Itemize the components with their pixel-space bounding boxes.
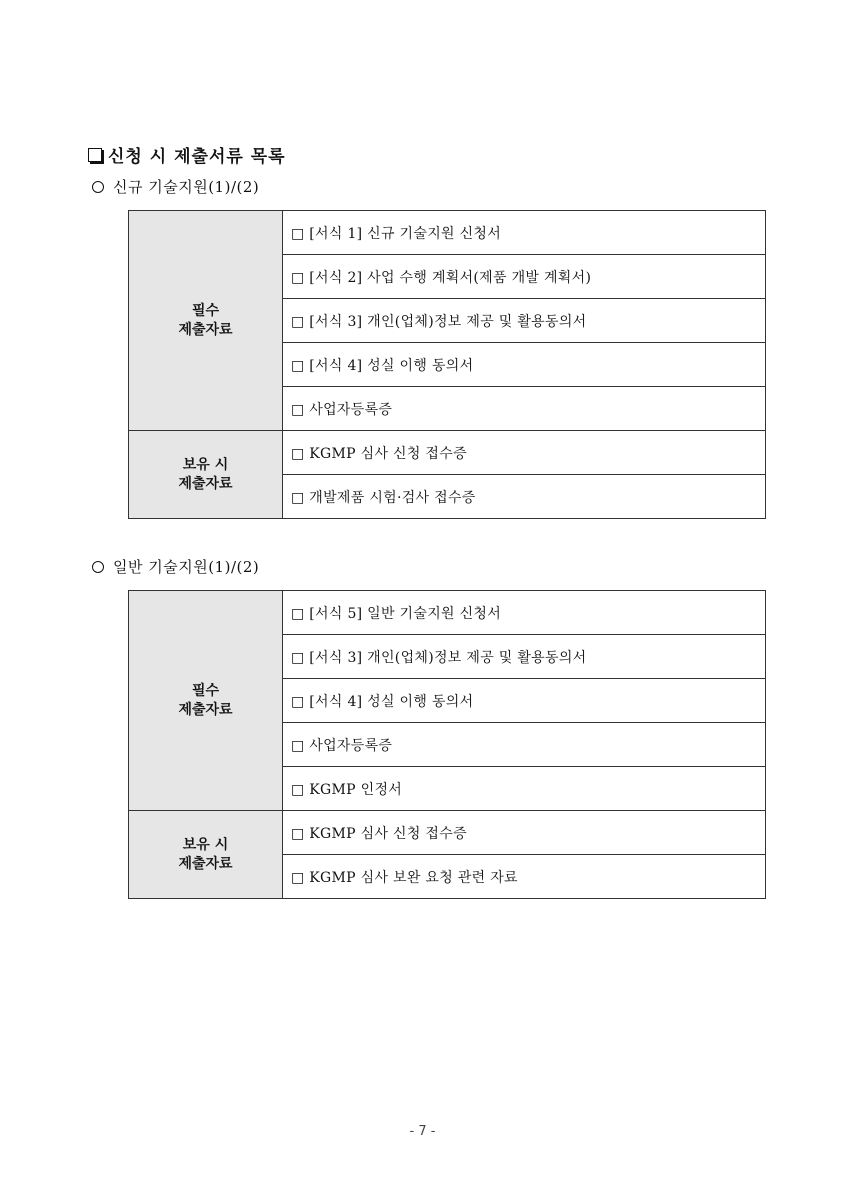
subsection-title-general-support xyxy=(92,556,259,577)
table-row xyxy=(129,431,766,475)
document-item: □ [서식 3] 개인(업체)정보 제공 및 활용동의서 xyxy=(283,299,766,343)
group-label-required xyxy=(129,211,283,431)
group-label-optional xyxy=(129,431,283,519)
document-item: □ [서식 2] 사업 수행 계획서(제품 개발 계획서) xyxy=(283,255,766,299)
document-item: □ 사업자등록증 xyxy=(283,387,766,431)
section-heading xyxy=(88,142,286,167)
heading-text: 신청 시 제출서류 목록 xyxy=(108,147,286,167)
document-item: □ [서식 5] 일반 기술지원 신청서 xyxy=(283,591,766,635)
document-item: □ KGMP 인정서 xyxy=(283,767,766,811)
group-label-line: 제출자료 xyxy=(178,701,233,718)
circle-bullet-icon xyxy=(92,181,104,193)
subsection-title-text: 일반 기술지원(1)/(2) xyxy=(113,558,260,576)
documents-table-new-support xyxy=(128,210,766,519)
group-label-line: 필수 xyxy=(191,682,220,699)
subsection-title-text: 신규 기술지원(1)/(2) xyxy=(113,178,260,196)
document-item: □ [서식 4] 성실 이행 동의서 xyxy=(283,343,766,387)
group-label-optional xyxy=(129,811,283,899)
group-label-line: 보유 시 xyxy=(182,456,229,473)
document-item: □ [서식 1] 신규 기술지원 신청서 xyxy=(283,211,766,255)
table-row xyxy=(129,211,766,255)
group-label-line: 제출자료 xyxy=(178,855,233,872)
page-number: - 7 - xyxy=(409,1124,436,1139)
documents-table-general-support xyxy=(128,590,766,899)
document-item: □ 사업자등록증 xyxy=(283,723,766,767)
table-row xyxy=(129,811,766,855)
group-label-line: 제출자료 xyxy=(178,321,233,338)
group-label-required xyxy=(129,591,283,811)
table-row xyxy=(129,591,766,635)
document-item: □ KGMP 심사 신청 접수증 xyxy=(283,811,766,855)
circle-bullet-icon xyxy=(92,561,104,573)
document-item: □ KGMP 심사 신청 접수증 xyxy=(283,431,766,475)
document-item: □ 개발제품 시험·검사 접수증 xyxy=(283,475,766,519)
subsection-title-new-support xyxy=(92,176,259,197)
square-bullet-icon xyxy=(88,148,102,162)
group-label-line: 제출자료 xyxy=(178,475,233,492)
group-label-line: 필수 xyxy=(191,302,220,319)
document-item: □ KGMP 심사 보완 요청 관련 자료 xyxy=(283,855,766,899)
group-label-line: 보유 시 xyxy=(182,836,229,853)
document-item: □ [서식 3] 개인(업체)정보 제공 및 활용동의서 xyxy=(283,635,766,679)
document-item: □ [서식 4] 성실 이행 동의서 xyxy=(283,679,766,723)
